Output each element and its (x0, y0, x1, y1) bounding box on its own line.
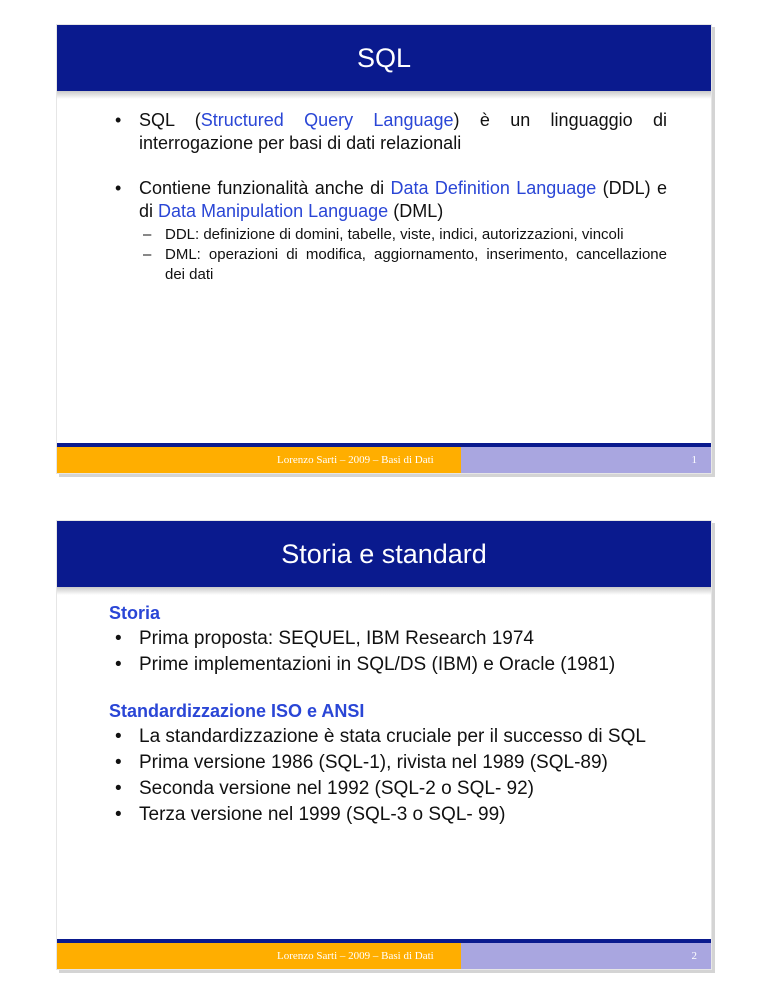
page-number: 2 (691, 950, 697, 962)
footer-credit: Lorenzo Sarti – 2009 – Basi di Dati (277, 950, 434, 962)
section-heading-standard: Standardizzazione ISO e ANSI (109, 701, 365, 721)
sub-bullet-dml: – DML: operazioni di modifica, aggiornamento, inserimento, cancellazione dei dati (109, 245, 667, 285)
highlight-term: Data Manipulation Language (158, 201, 389, 221)
slide-title: Storia e standard (281, 539, 487, 569)
slide-footer (57, 939, 711, 969)
section-heading-storia: Storia (109, 603, 161, 623)
list-item: • Prima versione 1986 (SQL-1), rivista nel 1989 (SQL-89) (109, 751, 667, 775)
sub-bullet-ddl: – DDL: definizione di domini, tabelle, viste, indici, autorizzazioni, vincoli (109, 225, 667, 245)
footer-lavender-band (461, 943, 711, 969)
page-number: 1 (691, 454, 697, 466)
bullet-text: ) è un linguaggio di interrogazione per basi di dati relazionali (139, 110, 667, 153)
bullet-ddl-dml (109, 177, 667, 223)
title-shadow (57, 91, 711, 99)
slide-title-bar (57, 25, 711, 91)
slide-1 (56, 24, 712, 474)
slide-body (57, 601, 711, 829)
slide-2 (56, 520, 712, 970)
bullet-text: (DML) (388, 201, 444, 221)
slide-title-bar (57, 521, 711, 587)
footer-lavender-band (461, 447, 711, 473)
bullet-text: SQL ( (139, 110, 201, 130)
list-item: • Prime implementazioni in SQL/DS (IBM) e Oracle (1981) (109, 653, 667, 677)
list-item: • Prima proposta: SEQUEL, IBM Research 1974 (109, 627, 667, 651)
slide-body (57, 109, 711, 285)
bullet-text: Contiene funzionalità anche di (139, 178, 391, 198)
highlight-term: Structured Query Language (200, 110, 454, 130)
footer-credit: Lorenzo Sarti – 2009 – Basi di Dati (277, 454, 434, 466)
title-shadow (57, 587, 711, 595)
slide-footer (57, 443, 711, 473)
slide-title: SQL (356, 43, 412, 73)
bullet-text: (DDL) e di (139, 178, 667, 221)
list-item: • Seconda versione nel 1992 (SQL-2 o SQL- 92) (109, 777, 667, 801)
bullet-sql-definition (109, 109, 667, 155)
list-item: • La standardizzazione è stata cruciale per il successo di SQL (109, 725, 667, 749)
list-item: • Terza versione nel 1999 (SQL-3 o SQL- 99) (109, 803, 667, 827)
highlight-term: Data Definition Language (390, 178, 597, 198)
